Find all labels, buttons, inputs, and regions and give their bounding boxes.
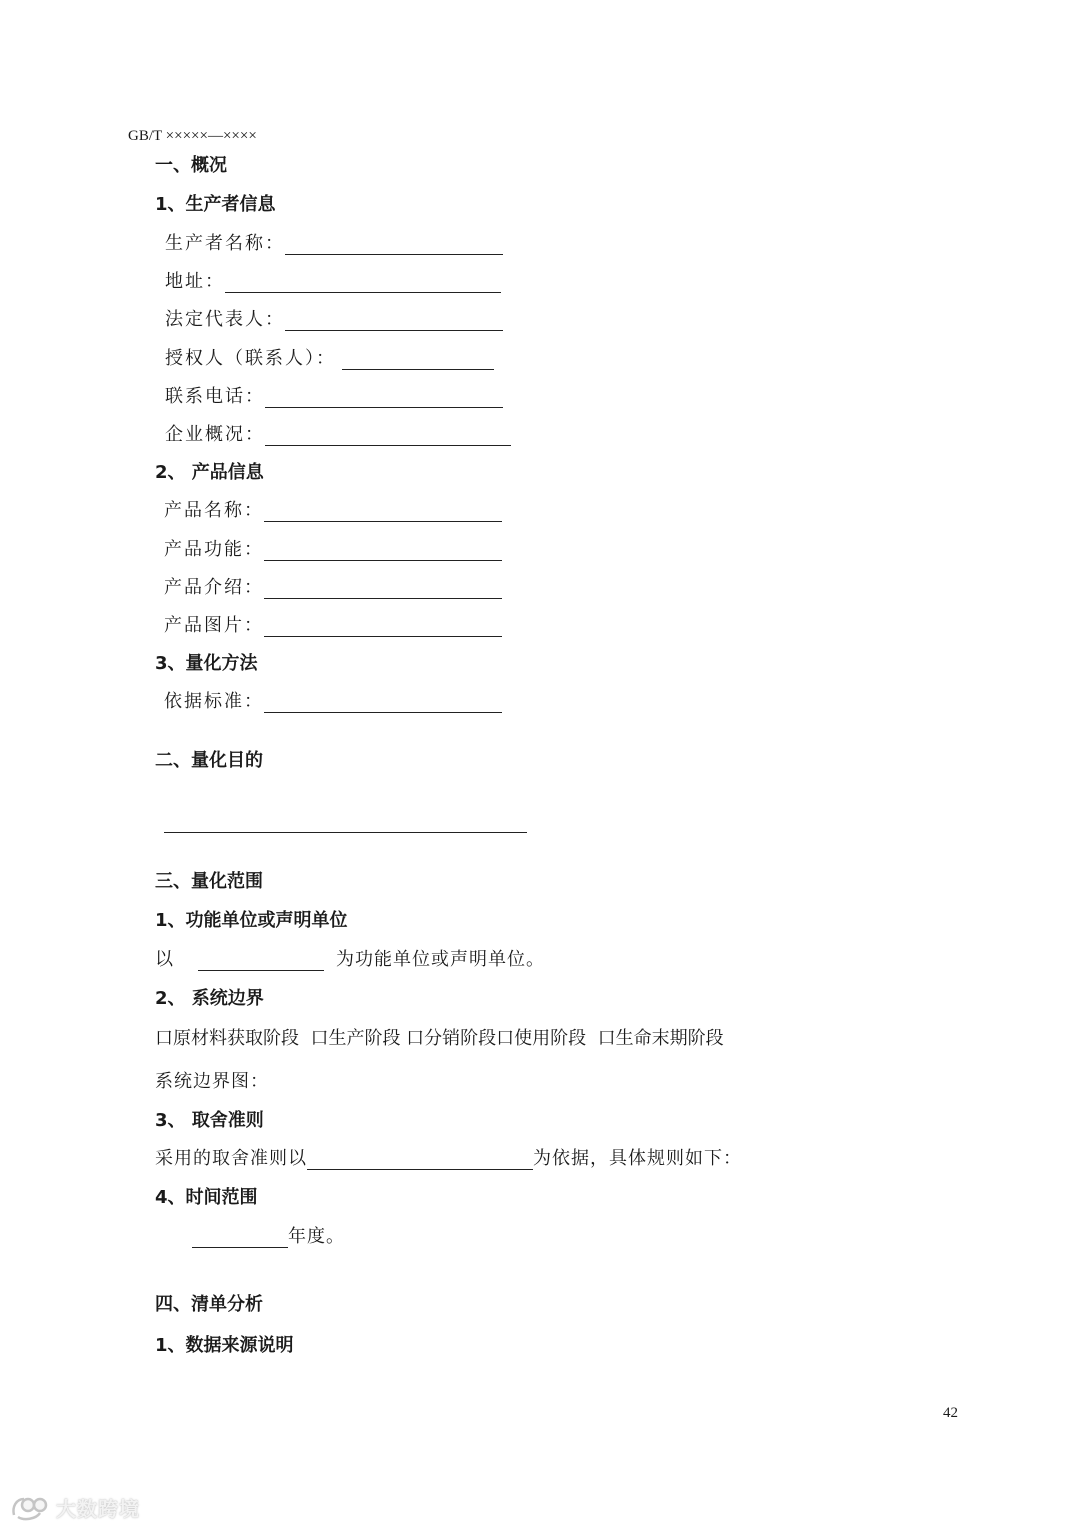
section-1-title: 一、概况 <box>155 155 227 176</box>
product-name-field[interactable] <box>164 496 502 522</box>
product-intro-blank[interactable] <box>264 580 502 599</box>
product-image-blank[interactable] <box>264 618 502 637</box>
standard-basis-label: 依据标准： <box>164 691 264 712</box>
legal-rep-label: 法定代表人： <box>165 309 285 330</box>
section-4-title: 四、清单分析 <box>155 1294 263 1315</box>
time-range-heading: 4、时间范围 <box>155 1187 258 1208</box>
year-blank[interactable] <box>192 1229 288 1248</box>
product-image-label: 产品图片： <box>164 615 264 636</box>
company-overview-blank[interactable] <box>265 427 511 446</box>
watermark-text: 大数跨境 <box>56 1497 140 1521</box>
functional-unit-prefix: 以 <box>155 949 174 970</box>
phone-field[interactable] <box>165 382 503 408</box>
section-3-title: 三、量化范围 <box>155 871 263 892</box>
company-overview-field[interactable] <box>165 420 511 446</box>
quant-method-heading: 3、量化方法 <box>155 653 258 674</box>
year-suffix: 年度。 <box>288 1226 345 1247</box>
time-range-sentence <box>192 1222 345 1248</box>
address-blank[interactable] <box>225 274 501 293</box>
producer-name-blank[interactable] <box>285 236 503 255</box>
functional-unit-suffix: 为功能单位或声明单位。 <box>336 949 545 970</box>
product-function-blank[interactable] <box>264 542 502 561</box>
page-number: 42 <box>943 1405 958 1421</box>
product-function-field[interactable] <box>164 535 502 561</box>
brand-logo-icon <box>10 1495 50 1521</box>
boundary-diagram-label: 系统边界图： <box>155 1071 269 1092</box>
contact-person-label: 授权人（联系人）： <box>165 348 336 369</box>
standard-basis-field[interactable] <box>164 687 502 713</box>
address-label: 地址： <box>165 271 225 292</box>
cutoff-criteria-sentence <box>155 1144 742 1170</box>
contact-person-blank[interactable] <box>342 351 494 370</box>
product-intro-label: 产品介绍： <box>164 577 264 598</box>
product-info-heading: 2、 产品信息 <box>155 462 264 483</box>
producer-name-field[interactable] <box>165 229 503 255</box>
legal-rep-field[interactable] <box>165 305 503 331</box>
functional-unit-heading: 1、功能单位或声明单位 <box>155 910 348 931</box>
product-name-label: 产品名称： <box>164 500 264 521</box>
legal-rep-blank[interactable] <box>285 312 503 331</box>
watermark <box>10 1493 140 1522</box>
product-name-blank[interactable] <box>264 503 502 522</box>
product-image-field[interactable] <box>164 611 502 637</box>
cutoff-blank[interactable] <box>307 1151 533 1170</box>
functional-unit-sentence <box>155 945 545 971</box>
producer-name-label: 生产者名称： <box>165 233 285 254</box>
standard-basis-blank[interactable] <box>264 694 502 713</box>
phone-label: 联系电话： <box>165 386 265 407</box>
section-2-title: 二、量化目的 <box>155 750 263 771</box>
phone-blank[interactable] <box>265 389 503 408</box>
producer-info-heading: 1、生产者信息 <box>155 194 276 215</box>
company-overview-label: 企业概况： <box>165 424 265 445</box>
system-boundary-heading: 2、 系统边界 <box>155 988 264 1009</box>
contact-person-field[interactable] <box>165 344 494 370</box>
product-intro-field[interactable] <box>164 573 502 599</box>
address-field[interactable] <box>165 267 501 293</box>
functional-unit-blank[interactable] <box>198 952 324 971</box>
cutoff-suffix: 为依据，具体规则如下： <box>533 1148 742 1169</box>
cutoff-prefix: 采用的取舍准则以 <box>155 1148 307 1169</box>
cutoff-criteria-heading: 3、 取舍准则 <box>155 1110 264 1131</box>
lifecycle-stage-options[interactable]: 口原材料获取阶段 口生产阶段 口分销阶段口使用阶段 口生命末期阶段 <box>155 1028 724 1049</box>
product-function-label: 产品功能： <box>164 539 264 560</box>
purpose-blank[interactable] <box>164 814 527 833</box>
data-source-heading: 1、数据来源说明 <box>155 1335 294 1356</box>
standard-code: GB/T ×××××—×××× <box>128 128 257 144</box>
